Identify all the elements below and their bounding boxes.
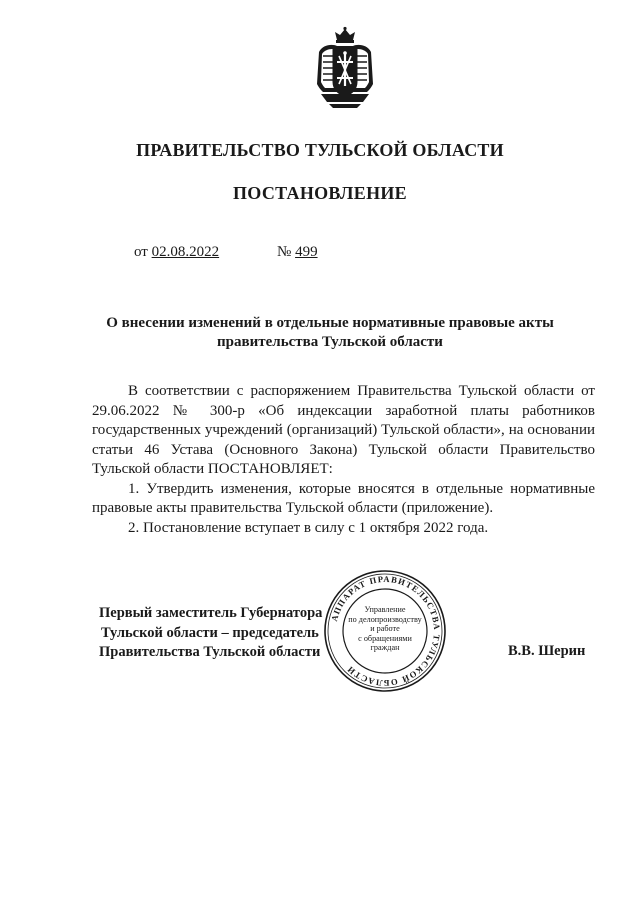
signer-position-line-3: Правительства Тульской области (99, 644, 321, 660)
body-paragraph: 2. Постановление вступает в силу с 1 октября 2022 года. (128, 519, 489, 536)
stamp-line-5: граждан (370, 643, 400, 653)
stamp-ring-text: АППАРАТ ПРАВИТЕЛЬСТВА ТУЛЬСКОЙ ОБЛАСТИ (328, 573, 443, 689)
date-prefix: от (134, 244, 148, 260)
stamp-center-text (340, 605, 430, 653)
signer-position (99, 604, 322, 663)
document-title (95, 314, 565, 352)
body-paragraph: В соответствии с распоряжением Правительства Тульской области от 29.06.2022 № 300-р «Об индексации заработной платы работников государственных учреждений (организаций) Тульской области», на основании статьи 46 Устава (Основного Закона) Тульской области Правительство Тульской области ПОСТАНОВЛЯЕТ: (92, 383, 595, 477)
signer-position-line-2: Тульской области – председатель (101, 624, 319, 641)
document-date: 02.08.2022 (151, 244, 220, 260)
government-name: ПРАВИТЕЛЬСТВО ТУЛЬСКОЙ ОБЛАСТИ (136, 140, 504, 160)
stamp-line-2: по делопроизводству (348, 614, 422, 624)
document-body (92, 382, 595, 538)
body-paragraph: 1. Утвердить изменения, которые вносятся в отдельные нормативные правовые акты правительства Тульской области (приложение). (92, 480, 595, 516)
title-line-1: О внесении изменений в отдельные нормативные правовые акты (106, 315, 554, 331)
signer-name: В.В. Шерин (508, 643, 586, 659)
stamp-line-3: и работе (370, 624, 400, 634)
signer-position-line-1: Первый заместитель Губернатора (99, 605, 323, 621)
number-prefix: № (277, 244, 292, 260)
document-number-line (277, 244, 318, 261)
document-type: ПОСТАНОВЛЕНИЕ (233, 183, 407, 203)
stamp-line-1: Управление (364, 605, 406, 614)
document-number: 499 (295, 244, 318, 260)
tula-region-coat-of-arms-icon (313, 26, 377, 110)
title-line-2: правительства Тульской области (217, 334, 443, 350)
document-date-line (134, 244, 219, 261)
stamp-line-4: с обращениями (358, 633, 412, 643)
